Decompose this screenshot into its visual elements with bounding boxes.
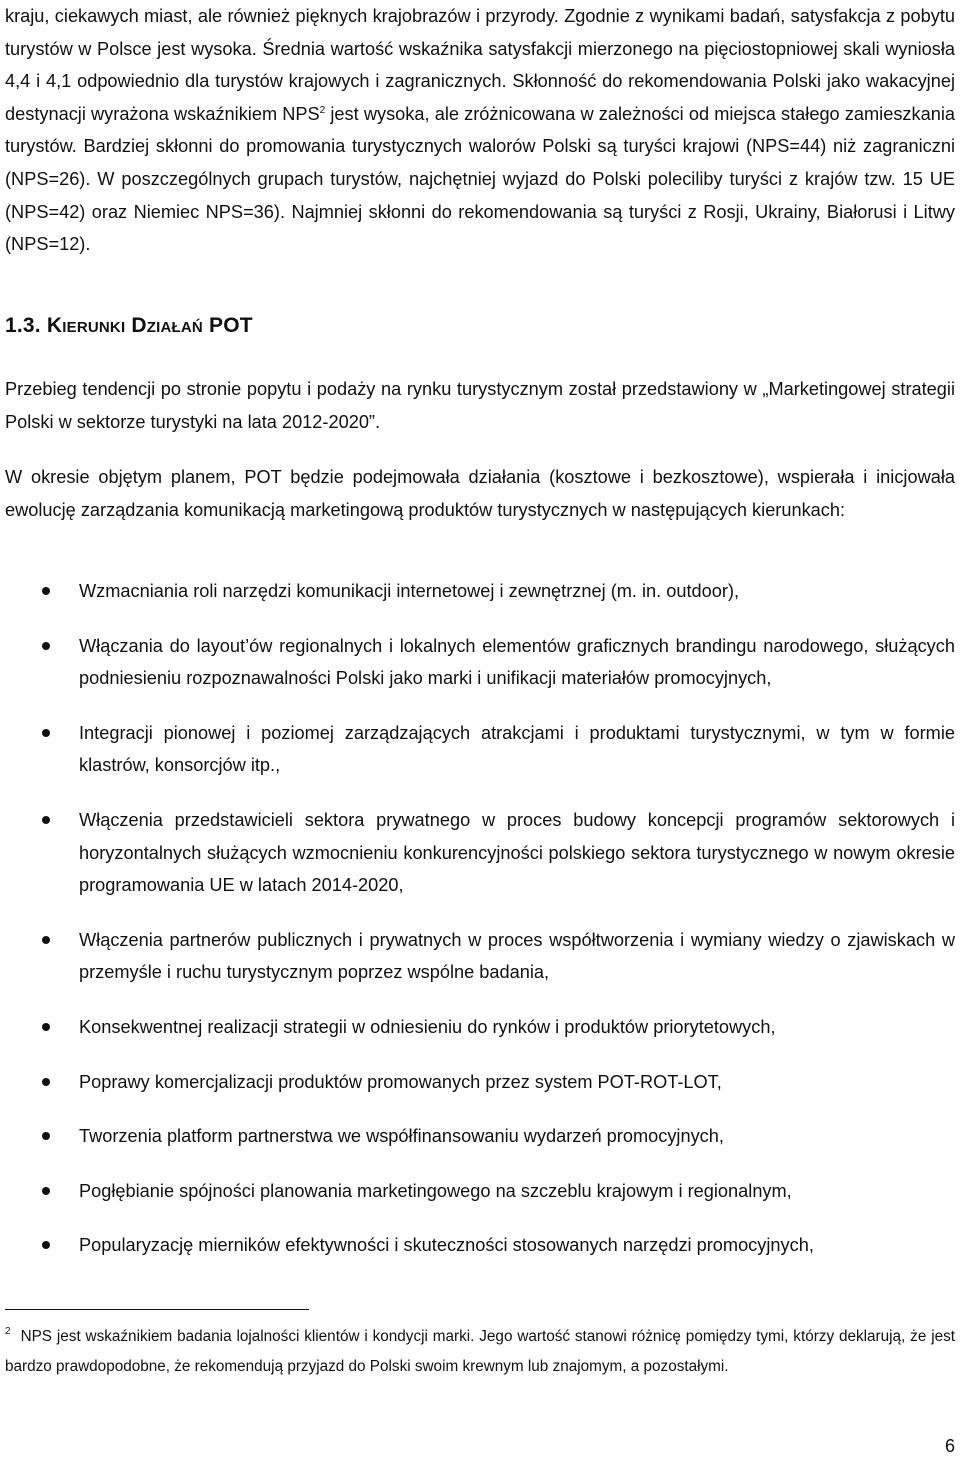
list-item bbox=[5, 717, 955, 782]
section-title-word-2 bbox=[131, 314, 203, 337]
bullet-icon bbox=[42, 1078, 50, 1086]
list-item bbox=[5, 804, 955, 902]
directions-list bbox=[5, 575, 955, 1262]
list-item-text: Włączenia przedstawicieli sektora prywatnego w proces budowy koncepcji programów sektorowych i horyzontalnych służących wzmocnieniu konkurencyjności polskiego sektora turystycznego w nowym okresie programowania UE w latach 2014-2020, bbox=[79, 809, 955, 896]
list-item bbox=[5, 1120, 955, 1153]
footnote-divider bbox=[5, 1309, 309, 1310]
paragraph-satisfaction-text-a: kraju, ciekawych miast, ale również pięknych krajobrazów i przyrody. Zgodnie z wynikami badań, satysfakcja z pobytu turystów w Polsce jest wysoka. Średnia wartość wskaźnika satysfakcji mierzonego na pięciostopniowej skali wyniosła 4,4 i 4,1 odpowiednio dla turystów krajowych i zagranicznych. Skłonność do rekomendowania Polski jako wakacyjnej destynacji wyrażona wskaźnikiem NPS bbox=[5, 6, 955, 124]
list-item-text: Integracji pionowej i poziomej zarządzających atrakcjami i produktami turystycznymi, w tym w formie klastrów, konsorcjów itp., bbox=[79, 722, 955, 776]
list-item-text: Konsekwentnej realizacji strategii w odniesieniu do rynków i produktów priorytetowych, bbox=[79, 1016, 776, 1037]
list-item bbox=[5, 924, 955, 989]
paragraph-satisfaction-text-b: jest wysoka, ale zróżnicowana w zależności od miejsca stałego zamieszkania turystów. Bardziej skłonni do promowania turystycznych walorów Polski są turyści krajowi (NPS=44) niż zagraniczni (NPS=26). W poszczególnych grupach turystów, najchętniej wyjazd do Polski poleciliby turyści z krajów tzw. 15 UE (NPS=42) oraz Niemiec NPS=36). Najmniej skłonni do rekomendowania są turyści z Rosji, Ukrainy, Białorusi i Litwy (NPS=12). bbox=[5, 103, 956, 255]
list-item bbox=[5, 575, 955, 608]
list-item-text: Popularyzację mierników efektywności i skuteczności stosowanych narzędzi promocyjnych, bbox=[79, 1235, 814, 1256]
bullet-icon bbox=[42, 1187, 50, 1195]
paragraph-directions: W okresie objętym planem, POT będzie podejmowała działania (kosztowe i bezkosztowe), wspierała i inicjowała ewolucję zarządzania komunikacją marketingową produktów turystycznych w następujących kierunkach: bbox=[5, 467, 955, 520]
bullet-icon bbox=[42, 1241, 50, 1249]
section-title-ierunki: IERUNKI bbox=[62, 319, 126, 336]
section-title-pot: POT bbox=[209, 314, 253, 337]
list-item-text: Włączania do layout’ów regionalnych i lokalnych elementów graficznych brandingu narodowego, służących podniesieniu rozpoznawalności Polski jako marki i unifikacji materiałów promocyjnych, bbox=[79, 635, 955, 689]
bullet-icon bbox=[42, 729, 50, 737]
bullet-icon bbox=[42, 1132, 50, 1140]
list-item bbox=[5, 1011, 955, 1044]
list-item bbox=[5, 630, 955, 695]
bullet-icon bbox=[42, 1023, 50, 1031]
list-item bbox=[5, 1066, 955, 1099]
section-title-k: K bbox=[46, 314, 63, 337]
section-title-d: D bbox=[131, 314, 147, 337]
section-number: 1.3. bbox=[5, 314, 41, 337]
bullet-icon bbox=[42, 587, 50, 595]
section-title-zialan: ZIAŁAŃ bbox=[146, 319, 203, 336]
list-item-text: Pogłębianie spójności planowania marketingowego na szczeblu krajowym i regionalnym, bbox=[79, 1180, 792, 1201]
footnote-mark: 2 bbox=[5, 1326, 11, 1337]
footnote-text: NPS jest wskaźnikiem badania lojalności klientów i kondycji marki. Jego wartość stanowi różnicę pomiędzy tymi, którzy deklarują, że jest bardzo prawdopodobne, że rekomendują przyjazd do Polski swoim krewnym lub znajomym, a pozostałymi. bbox=[5, 1328, 955, 1376]
bullet-icon bbox=[42, 642, 50, 650]
bullet-icon bbox=[42, 816, 50, 824]
section-heading bbox=[5, 314, 253, 338]
list-item-text: Wzmacniania roli narzędzi komunikacji internetowej i zewnętrznej (m. in. outdoor), bbox=[79, 581, 740, 601]
page-number: 6 bbox=[944, 1436, 955, 1456]
paragraph-satisfaction bbox=[5, 0, 955, 261]
list-item-text: Włączenia partnerów publicznych i prywatnych w proces współtworzenia i wymiany wiedzy o zjawiskach w przemyśle i ruchu turystycznym poprzez wspólne badania, bbox=[79, 929, 955, 983]
footnote bbox=[5, 1322, 955, 1382]
list-item bbox=[5, 1175, 955, 1208]
bullet-icon bbox=[42, 936, 50, 944]
section-title-word-1 bbox=[47, 314, 125, 337]
list-item-text: Poprawy komercjalizacji produktów promowanych przez system POT-ROT-LOT, bbox=[79, 1071, 722, 1092]
list-item-text: Tworzenia platform partnerstwa we współfinansowaniu wydarzeń promocyjnych, bbox=[79, 1126, 724, 1147]
list-item bbox=[5, 1229, 955, 1262]
paragraph-trends: Przebieg tendencji po stronie popytu i podaży na rynku turystycznym został przedstawiony w „Marketingowej strategii Polski w sektorze turystyki na lata 2012-2020”. bbox=[5, 379, 955, 432]
footnote-reference[interactable]: 2 bbox=[319, 104, 326, 116]
